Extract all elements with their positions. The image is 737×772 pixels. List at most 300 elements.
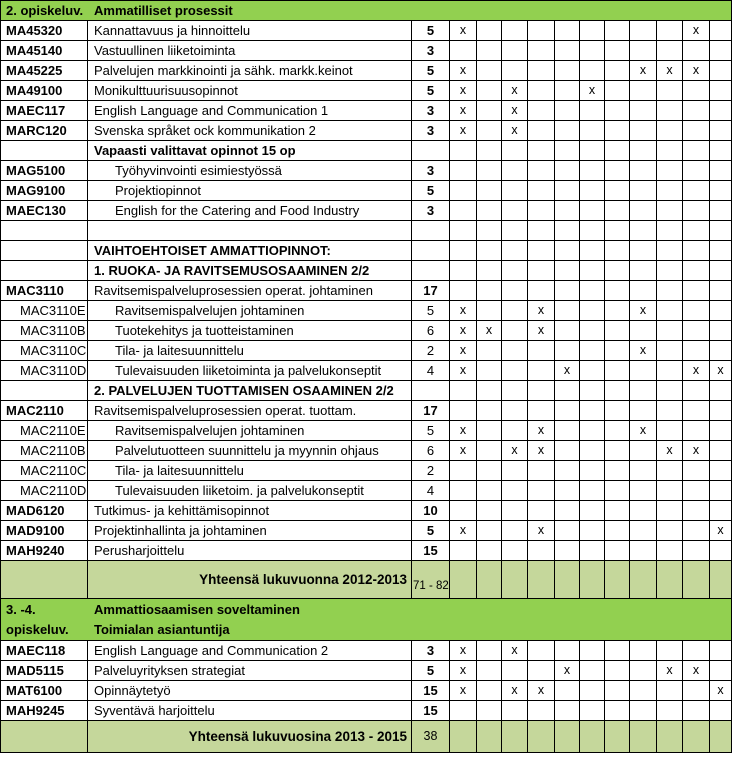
mark-cell-c10[interactable]: x [683, 21, 710, 41]
mark-cell-c9[interactable] [657, 481, 683, 501]
mark-cell-c7[interactable] [605, 661, 630, 681]
code-cell[interactable]: MAC3110B [1, 321, 88, 341]
mark-cell-c7[interactable] [605, 221, 630, 241]
mark-cell-c1[interactable]: x [450, 21, 477, 41]
mark-cell-c8[interactable] [630, 401, 657, 421]
mark-cell-c11[interactable] [710, 701, 732, 721]
name-cell[interactable]: VAIHTOEHTOISET AMMATTIOPINNOT: [88, 241, 412, 261]
credits-cell[interactable]: 15 [412, 541, 450, 561]
mark-cell-c1[interactable] [450, 281, 477, 301]
credits-cell[interactable]: 2 [412, 461, 450, 481]
mark-cell-c11[interactable] [710, 501, 732, 521]
mark-cell-c5[interactable]: x [555, 661, 580, 681]
mark-cell-c3[interactable]: x [502, 101, 528, 121]
mark-cell-c2[interactable] [477, 261, 502, 281]
mark-cell-c7[interactable] [605, 241, 630, 261]
mark-cell-c10[interactable] [683, 201, 710, 221]
mark-cell-c7[interactable] [605, 41, 630, 61]
mark-cell-c11[interactable] [710, 481, 732, 501]
mark-cell-c11[interactable]: x [710, 521, 732, 541]
mark-cell-c1[interactable]: x [450, 341, 477, 361]
mark-cell-c11[interactable] [710, 141, 732, 161]
mark-cell-c5[interactable] [555, 381, 580, 401]
mark-cell-c3[interactable] [502, 221, 528, 241]
mark-cell-c7[interactable] [605, 381, 630, 401]
code-cell[interactable]: MAG5100 [1, 161, 88, 181]
mark-cell-c9[interactable] [657, 461, 683, 481]
mark-cell-c3[interactable] [502, 721, 528, 753]
mark-cell-c9[interactable] [657, 101, 683, 121]
name-cell[interactable]: Vapaasti valittavat opinnot 15 op [88, 141, 412, 161]
mark-cell-c2[interactable] [477, 521, 502, 541]
mark-cell-c8[interactable]: x [630, 341, 657, 361]
year2-label-cell[interactable]: 2. opiskeluv. [6, 3, 84, 18]
mark-cell-c4[interactable] [528, 661, 555, 681]
mark-cell-c9[interactable] [657, 341, 683, 361]
mark-cell-c3[interactable] [502, 421, 528, 441]
mark-cell-c11[interactable] [710, 341, 732, 361]
code-cell[interactable]: MAC2110 [1, 401, 88, 421]
name-cell[interactable]: English for the Catering and Food Industry [88, 201, 412, 221]
credits-cell[interactable]: 17 [412, 401, 450, 421]
mark-cell-c7[interactable] [605, 121, 630, 141]
total-year2-code-cell[interactable] [1, 561, 88, 599]
mark-cell-c2[interactable] [477, 181, 502, 201]
code-cell[interactable]: MAH9240 [1, 541, 88, 561]
mark-cell-c1[interactable]: x [450, 361, 477, 381]
year2-title-cell[interactable]: Ammatilliset prosessit [94, 3, 233, 18]
mark-cell-c7[interactable] [605, 481, 630, 501]
mark-cell-c1[interactable]: x [450, 61, 477, 81]
mark-cell-c11[interactable] [710, 181, 732, 201]
code-cell[interactable]: MAC3110D [1, 361, 88, 381]
mark-cell-c3[interactable] [502, 261, 528, 281]
mark-cell-c2[interactable] [477, 121, 502, 141]
mark-cell-c5[interactable] [555, 301, 580, 321]
name-cell[interactable]: English Language and Communication 2 [88, 641, 412, 661]
mark-cell-c10[interactable] [683, 721, 710, 753]
mark-cell-c10[interactable] [683, 281, 710, 301]
mark-cell-c6[interactable] [580, 521, 605, 541]
mark-cell-c3[interactable] [502, 301, 528, 321]
total-year34-label[interactable]: Yhteensä lukuvuosina 2013 - 2015 [88, 721, 412, 753]
mark-cell-c9[interactable] [657, 41, 683, 61]
mark-cell-c1[interactable] [450, 461, 477, 481]
mark-cell-c10[interactable] [683, 641, 710, 661]
mark-cell-c6[interactable] [580, 541, 605, 561]
mark-cell-c6[interactable] [580, 301, 605, 321]
mark-cell-c2[interactable] [477, 201, 502, 221]
mark-cell-c8[interactable] [630, 721, 657, 753]
mark-cell-c7[interactable] [605, 361, 630, 381]
mark-cell-c6[interactable] [580, 281, 605, 301]
mark-cell-c3[interactable] [502, 41, 528, 61]
mark-cell-c10[interactable] [683, 701, 710, 721]
credits-cell[interactable]: 6 [412, 441, 450, 461]
code-cell[interactable]: MAH9245 [1, 701, 88, 721]
mark-cell-c8[interactable] [630, 121, 657, 141]
mark-cell-c5[interactable] [555, 281, 580, 301]
code-cell[interactable]: MAC2110D [1, 481, 88, 501]
mark-cell-c6[interactable] [580, 121, 605, 141]
mark-cell-c3[interactable] [502, 541, 528, 561]
mark-cell-c2[interactable] [477, 461, 502, 481]
mark-cell-c6[interactable] [580, 61, 605, 81]
mark-cell-c11[interactable] [710, 41, 732, 61]
total-year34-value[interactable]: 38 [412, 721, 450, 753]
mark-cell-c9[interactable] [657, 201, 683, 221]
mark-cell-c5[interactable] [555, 61, 580, 81]
mark-cell-c11[interactable] [710, 561, 732, 599]
code-cell[interactable]: MAEC117 [1, 101, 88, 121]
credits-cell[interactable]: 17 [412, 281, 450, 301]
mark-cell-c4[interactable] [528, 381, 555, 401]
name-cell[interactable]: Monikulttuurisuusopinnot [88, 81, 412, 101]
name-cell[interactable]: Tulevaisuuden liiketoiminta ja palvelukonseptit [88, 361, 412, 381]
year34-title-cell[interactable] [88, 599, 731, 640]
code-cell[interactable]: MA45225 [1, 61, 88, 81]
mark-cell-c8[interactable] [630, 81, 657, 101]
mark-cell-c1[interactable]: x [450, 301, 477, 321]
mark-cell-c8[interactable] [630, 661, 657, 681]
mark-cell-c9[interactable] [657, 641, 683, 661]
mark-cell-c6[interactable] [580, 241, 605, 261]
mark-cell-c10[interactable] [683, 181, 710, 201]
credits-cell[interactable]: 3 [412, 201, 450, 221]
mark-cell-c2[interactable] [477, 61, 502, 81]
mark-cell-c10[interactable] [683, 221, 710, 241]
mark-cell-c10[interactable] [683, 461, 710, 481]
mark-cell-c11[interactable] [710, 381, 732, 401]
mark-cell-c9[interactable]: x [657, 661, 683, 681]
mark-cell-c4[interactable] [528, 161, 555, 181]
mark-cell-c9[interactable]: x [657, 61, 683, 81]
mark-cell-c6[interactable] [580, 721, 605, 753]
name-cell[interactable]: Tuotekehitys ja tuotteistaminen [88, 321, 412, 341]
mark-cell-c10[interactable] [683, 81, 710, 101]
mark-cell-c4[interactable] [528, 541, 555, 561]
mark-cell-c7[interactable] [605, 81, 630, 101]
mark-cell-c1[interactable] [450, 141, 477, 161]
mark-cell-c2[interactable] [477, 141, 502, 161]
credits-cell[interactable] [412, 241, 450, 261]
mark-cell-c8[interactable] [630, 701, 657, 721]
mark-cell-c10[interactable] [683, 121, 710, 141]
name-cell[interactable]: Opinnäytetyö [88, 681, 412, 701]
mark-cell-c7[interactable] [605, 721, 630, 753]
mark-cell-c1[interactable]: x [450, 121, 477, 141]
mark-cell-c10[interactable] [683, 141, 710, 161]
mark-cell-c11[interactable] [710, 61, 732, 81]
mark-cell-c3[interactable]: x [502, 641, 528, 661]
credits-cell[interactable]: 3 [412, 641, 450, 661]
mark-cell-c5[interactable] [555, 521, 580, 541]
mark-cell-c8[interactable] [630, 41, 657, 61]
mark-cell-c5[interactable] [555, 701, 580, 721]
mark-cell-c11[interactable] [710, 261, 732, 281]
mark-cell-c4[interactable] [528, 261, 555, 281]
mark-cell-c3[interactable] [502, 701, 528, 721]
mark-cell-c10[interactable] [683, 161, 710, 181]
mark-cell-c1[interactable]: x [450, 641, 477, 661]
mark-cell-c4[interactable] [528, 281, 555, 301]
mark-cell-c5[interactable] [555, 681, 580, 701]
mark-cell-c3[interactable] [502, 461, 528, 481]
mark-cell-c8[interactable] [630, 141, 657, 161]
mark-cell-c9[interactable] [657, 521, 683, 541]
mark-cell-c6[interactable] [580, 481, 605, 501]
code-cell[interactable]: MARC120 [1, 121, 88, 141]
mark-cell-c1[interactable] [450, 381, 477, 401]
mark-cell-c3[interactable] [502, 561, 528, 599]
mark-cell-c1[interactable] [450, 41, 477, 61]
mark-cell-c7[interactable] [605, 201, 630, 221]
mark-cell-c5[interactable] [555, 261, 580, 281]
mark-cell-c1[interactable]: x [450, 321, 477, 341]
credits-cell[interactable]: 5 [412, 21, 450, 41]
mark-cell-c2[interactable] [477, 641, 502, 661]
mark-cell-c6[interactable]: x [580, 81, 605, 101]
mark-cell-c4[interactable] [528, 241, 555, 261]
mark-cell-c7[interactable] [605, 21, 630, 41]
mark-cell-c8[interactable] [630, 221, 657, 241]
mark-cell-c9[interactable] [657, 81, 683, 101]
mark-cell-c10[interactable] [683, 521, 710, 541]
name-cell[interactable]: Työhyvinvointi esimiestyössä [88, 161, 412, 181]
code-cell[interactable]: MAC2110C [1, 461, 88, 481]
mark-cell-c6[interactable] [580, 461, 605, 481]
mark-cell-c2[interactable] [477, 721, 502, 753]
mark-cell-c1[interactable]: x [450, 681, 477, 701]
credits-cell[interactable]: 5 [412, 61, 450, 81]
mark-cell-c6[interactable] [580, 421, 605, 441]
mark-cell-c2[interactable] [477, 421, 502, 441]
mark-cell-c4[interactable] [528, 181, 555, 201]
name-cell[interactable]: Syventävä harjoittelu [88, 701, 412, 721]
mark-cell-c3[interactable] [502, 501, 528, 521]
mark-cell-c9[interactable] [657, 561, 683, 599]
credits-cell[interactable] [412, 261, 450, 281]
mark-cell-c11[interactable] [710, 541, 732, 561]
mark-cell-c4[interactable] [528, 141, 555, 161]
code-cell[interactable]: MAEC118 [1, 641, 88, 661]
mark-cell-c10[interactable] [683, 541, 710, 561]
mark-cell-c5[interactable] [555, 461, 580, 481]
code-cell[interactable]: MAD6120 [1, 501, 88, 521]
mark-cell-c9[interactable] [657, 721, 683, 753]
mark-cell-c9[interactable] [657, 141, 683, 161]
mark-cell-c1[interactable]: x [450, 81, 477, 101]
mark-cell-c6[interactable] [580, 441, 605, 461]
mark-cell-c4[interactable] [528, 41, 555, 61]
mark-cell-c6[interactable] [580, 501, 605, 521]
mark-cell-c1[interactable] [450, 161, 477, 181]
mark-cell-c3[interactable] [502, 481, 528, 501]
code-cell[interactable]: MAT6100 [1, 681, 88, 701]
code-cell[interactable]: MAEC130 [1, 201, 88, 221]
mark-cell-c6[interactable] [580, 201, 605, 221]
mark-cell-c10[interactable] [683, 501, 710, 521]
mark-cell-c9[interactable] [657, 261, 683, 281]
mark-cell-c11[interactable] [710, 321, 732, 341]
mark-cell-c4[interactable] [528, 361, 555, 381]
name-cell[interactable]: English Language and Communication 1 [88, 101, 412, 121]
mark-cell-c11[interactable] [710, 161, 732, 181]
mark-cell-c4[interactable] [528, 481, 555, 501]
mark-cell-c8[interactable] [630, 241, 657, 261]
mark-cell-c2[interactable] [477, 501, 502, 521]
mark-cell-c3[interactable] [502, 141, 528, 161]
mark-cell-c6[interactable] [580, 701, 605, 721]
credits-cell[interactable]: 5 [412, 181, 450, 201]
mark-cell-c11[interactable] [710, 241, 732, 261]
mark-cell-c11[interactable] [710, 641, 732, 661]
mark-cell-c4[interactable]: x [528, 521, 555, 541]
mark-cell-c4[interactable] [528, 101, 555, 121]
mark-cell-c5[interactable] [555, 481, 580, 501]
mark-cell-c11[interactable] [710, 221, 732, 241]
mark-cell-c2[interactable] [477, 361, 502, 381]
mark-cell-c4[interactable] [528, 501, 555, 521]
mark-cell-c8[interactable] [630, 21, 657, 41]
mark-cell-c8[interactable] [630, 521, 657, 541]
mark-cell-c6[interactable] [580, 21, 605, 41]
mark-cell-c6[interactable] [580, 161, 605, 181]
mark-cell-c8[interactable] [630, 681, 657, 701]
mark-cell-c8[interactable]: x [630, 61, 657, 81]
mark-cell-c5[interactable] [555, 341, 580, 361]
mark-cell-c3[interactable] [502, 361, 528, 381]
mark-cell-c6[interactable] [580, 381, 605, 401]
mark-cell-c3[interactable] [502, 521, 528, 541]
mark-cell-c10[interactable] [683, 301, 710, 321]
code-cell[interactable]: MAC2110B [1, 441, 88, 461]
mark-cell-c7[interactable] [605, 321, 630, 341]
mark-cell-c4[interactable]: x [528, 321, 555, 341]
mark-cell-c11[interactable] [710, 201, 732, 221]
mark-cell-c2[interactable] [477, 281, 502, 301]
credits-cell[interactable] [412, 381, 450, 401]
mark-cell-c8[interactable] [630, 361, 657, 381]
credits-cell[interactable]: 6 [412, 321, 450, 341]
mark-cell-c3[interactable] [502, 401, 528, 421]
mark-cell-c1[interactable] [450, 401, 477, 421]
mark-cell-c9[interactable] [657, 501, 683, 521]
name-cell[interactable]: Vastuullinen liiketoiminta [88, 41, 412, 61]
code-cell[interactable]: MAD9100 [1, 521, 88, 541]
mark-cell-c11[interactable]: x [710, 681, 732, 701]
mark-cell-c10[interactable] [683, 401, 710, 421]
code-cell[interactable]: MAC3110E [1, 301, 88, 321]
code-cell[interactable] [1, 261, 88, 281]
credits-cell[interactable]: 5 [412, 521, 450, 541]
mark-cell-c2[interactable] [477, 301, 502, 321]
credits-cell[interactable]: 10 [412, 501, 450, 521]
mark-cell-c7[interactable] [605, 701, 630, 721]
mark-cell-c10[interactable] [683, 41, 710, 61]
mark-cell-c9[interactable] [657, 421, 683, 441]
mark-cell-c4[interactable] [528, 721, 555, 753]
name-cell[interactable]: Kannattavuus ja hinnoittelu [88, 21, 412, 41]
credits-cell[interactable]: 3 [412, 101, 450, 121]
mark-cell-c5[interactable] [555, 221, 580, 241]
mark-cell-c9[interactable]: x [657, 441, 683, 461]
mark-cell-c8[interactable] [630, 101, 657, 121]
mark-cell-c6[interactable] [580, 341, 605, 361]
mark-cell-c2[interactable]: x [477, 321, 502, 341]
mark-cell-c7[interactable] [605, 301, 630, 321]
name-cell[interactable]: Projektinhallinta ja johtaminen [88, 521, 412, 541]
mark-cell-c11[interactable] [710, 101, 732, 121]
mark-cell-c9[interactable] [657, 321, 683, 341]
name-cell[interactable]: Perusharjoittelu [88, 541, 412, 561]
name-cell[interactable]: Projektiopinnot [88, 181, 412, 201]
mark-cell-c1[interactable]: x [450, 441, 477, 461]
mark-cell-c1[interactable]: x [450, 521, 477, 541]
mark-cell-c2[interactable] [477, 401, 502, 421]
mark-cell-c1[interactable] [450, 241, 477, 261]
mark-cell-c8[interactable] [630, 381, 657, 401]
mark-cell-c1[interactable] [450, 721, 477, 753]
mark-cell-c5[interactable] [555, 201, 580, 221]
mark-cell-c9[interactable] [657, 541, 683, 561]
name-cell[interactable]: Ravitsemispalvelujen johtaminen [88, 301, 412, 321]
mark-cell-c7[interactable] [605, 101, 630, 121]
mark-cell-c8[interactable] [630, 641, 657, 661]
mark-cell-c5[interactable] [555, 441, 580, 461]
mark-cell-c5[interactable] [555, 321, 580, 341]
mark-cell-c7[interactable] [605, 341, 630, 361]
mark-cell-c4[interactable]: x [528, 441, 555, 461]
mark-cell-c5[interactable] [555, 41, 580, 61]
mark-cell-c8[interactable]: x [630, 421, 657, 441]
mark-cell-c4[interactable] [528, 461, 555, 481]
mark-cell-c3[interactable] [502, 21, 528, 41]
code-cell[interactable]: MAD5115 [1, 661, 88, 681]
mark-cell-c10[interactable]: x [683, 61, 710, 81]
mark-cell-c1[interactable] [450, 501, 477, 521]
code-cell[interactable]: MAC3110C [1, 341, 88, 361]
credits-cell[interactable]: 4 [412, 481, 450, 501]
total-year2-label[interactable]: Yhteensä lukuvuonna 2012-2013 [88, 561, 412, 599]
mark-cell-c3[interactable] [502, 661, 528, 681]
mark-cell-c11[interactable] [710, 721, 732, 753]
mark-cell-c5[interactable] [555, 141, 580, 161]
mark-cell-c9[interactable] [657, 281, 683, 301]
mark-cell-c6[interactable] [580, 221, 605, 241]
mark-cell-c7[interactable] [605, 161, 630, 181]
mark-cell-c4[interactable] [528, 61, 555, 81]
credits-cell[interactable]: 3 [412, 41, 450, 61]
mark-cell-c2[interactable] [477, 341, 502, 361]
mark-cell-c3[interactable] [502, 161, 528, 181]
mark-cell-c3[interactable]: x [502, 681, 528, 701]
name-cell[interactable]: Palveluyrityksen strategiat [88, 661, 412, 681]
mark-cell-c3[interactable]: x [502, 81, 528, 101]
mark-cell-c9[interactable] [657, 701, 683, 721]
mark-cell-c11[interactable] [710, 421, 732, 441]
mark-cell-c5[interactable]: x [555, 361, 580, 381]
mark-cell-c7[interactable] [605, 541, 630, 561]
mark-cell-c4[interactable]: x [528, 681, 555, 701]
mark-cell-c1[interactable] [450, 481, 477, 501]
mark-cell-c10[interactable] [683, 101, 710, 121]
mark-cell-c3[interactable]: x [502, 441, 528, 461]
mark-cell-c8[interactable] [630, 561, 657, 599]
mark-cell-c7[interactable] [605, 281, 630, 301]
mark-cell-c10[interactable] [683, 341, 710, 361]
credits-cell[interactable]: 4 [412, 361, 450, 381]
